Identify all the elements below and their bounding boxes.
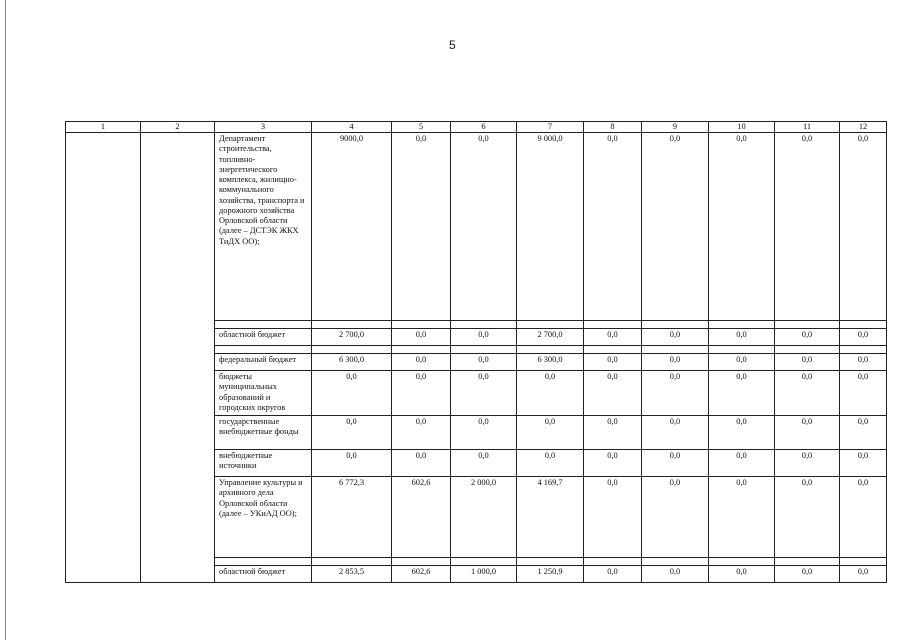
value-cell: 4 169,7	[517, 477, 584, 558]
header-row	[66, 122, 887, 133]
gap-cell	[709, 558, 775, 566]
page-number: 5	[449, 38, 456, 52]
row-label: Департамент строительства, топливно-энергетического комплекса, жилищно-коммунального хозяйства, транспорта и дорожного хозяйства Орловской области (далее – ДСТЭК ЖКХ ТиДХ ОО);	[215, 133, 312, 321]
value-cell: 0,0	[584, 566, 642, 583]
value-cell: 0,0	[392, 354, 451, 371]
gap-cell	[709, 321, 775, 329]
row-label: внебюджетные источники	[215, 450, 312, 477]
value-cell: 9 000,0	[517, 133, 584, 321]
value-cell: 9000,0	[312, 133, 392, 321]
value-cell: 2 853,5	[312, 566, 392, 583]
column-header: 5	[392, 122, 451, 133]
value-cell: 0,0	[584, 477, 642, 558]
gap-cell	[642, 321, 709, 329]
value-cell: 0,0	[840, 416, 887, 450]
gap-cell	[840, 558, 887, 566]
column-header: 2	[141, 122, 215, 133]
value-cell: 0,0	[312, 371, 392, 416]
gap-cell	[451, 321, 517, 329]
value-cell: 0,0	[775, 354, 840, 371]
value-cell: 0,0	[642, 416, 709, 450]
value-cell: 0,0	[451, 371, 517, 416]
value-cell: 0,0	[775, 371, 840, 416]
value-cell: 0,0	[312, 416, 392, 450]
value-cell: 0,0	[775, 477, 840, 558]
value-cell: 0,0	[392, 450, 451, 477]
value-cell: 0,0	[451, 329, 517, 346]
value-cell: 0,0	[517, 371, 584, 416]
value-cell: 0,0	[642, 450, 709, 477]
value-cell: 0,0	[584, 133, 642, 321]
row-label: государственные внебюджетные фонды	[215, 416, 312, 450]
value-cell: 0,0	[451, 416, 517, 450]
column-header: 1	[66, 122, 141, 133]
value-cell: 0,0	[709, 477, 775, 558]
gap-cell	[451, 558, 517, 566]
value-cell: 0,0	[517, 450, 584, 477]
table-row	[66, 133, 887, 321]
gap-cell	[392, 321, 451, 329]
value-cell: 0,0	[775, 133, 840, 321]
value-cell: 6 772,3	[312, 477, 392, 558]
value-cell: 0,0	[392, 329, 451, 346]
value-cell: 0,0	[584, 450, 642, 477]
value-cell: 0,0	[709, 371, 775, 416]
value-cell: 2 700,0	[312, 329, 392, 346]
budget-table	[65, 121, 887, 583]
column-header: 6	[451, 122, 517, 133]
column-header: 10	[709, 122, 775, 133]
gap-cell	[392, 346, 451, 354]
row-label: областной бюджет	[215, 329, 312, 346]
value-cell: 0,0	[642, 566, 709, 583]
value-cell: 1 000,0	[451, 566, 517, 583]
gap-cell	[775, 558, 840, 566]
value-cell: 0,0	[584, 371, 642, 416]
empty-cell	[141, 133, 215, 583]
value-cell: 0,0	[392, 416, 451, 450]
column-header: 3	[215, 122, 312, 133]
value-cell: 0,0	[840, 371, 887, 416]
gap-cell	[584, 346, 642, 354]
gap-cell	[584, 558, 642, 566]
value-cell: 0,0	[392, 371, 451, 416]
row-label: Управление культуры и архивного дела Орловской области (далее – УКиАД ОО);	[215, 477, 312, 558]
empty-cell	[66, 133, 141, 583]
gap-cell	[840, 321, 887, 329]
value-cell: 0,0	[775, 416, 840, 450]
column-header: 7	[517, 122, 584, 133]
value-cell: 0,0	[584, 354, 642, 371]
value-cell: 0,0	[775, 450, 840, 477]
value-cell: 6 300,0	[312, 354, 392, 371]
value-cell: 1 250,9	[517, 566, 584, 583]
value-cell: 0,0	[840, 477, 887, 558]
value-cell: 0,0	[517, 416, 584, 450]
value-cell: 0,0	[840, 354, 887, 371]
gap-cell	[775, 346, 840, 354]
value-cell: 0,0	[709, 450, 775, 477]
value-cell: 0,0	[642, 329, 709, 346]
value-cell: 0,0	[709, 416, 775, 450]
gap-cell	[392, 558, 451, 566]
value-cell: 0,0	[642, 354, 709, 371]
value-cell: 0,0	[709, 354, 775, 371]
gap-cell	[642, 558, 709, 566]
column-header: 8	[584, 122, 642, 133]
value-cell: 0,0	[840, 450, 887, 477]
value-cell: 0,0	[840, 566, 887, 583]
value-cell: 0,0	[642, 477, 709, 558]
gap-cell	[312, 346, 392, 354]
value-cell: 0,0	[840, 133, 887, 321]
value-cell: 0,0	[642, 371, 709, 416]
value-cell: 0,0	[584, 329, 642, 346]
column-header: 12	[840, 122, 887, 133]
value-cell: 0,0	[840, 329, 887, 346]
gap-cell	[215, 558, 312, 566]
value-cell: 0,0	[775, 566, 840, 583]
value-cell: 0,0	[312, 450, 392, 477]
gap-cell	[775, 321, 840, 329]
gap-cell	[517, 321, 584, 329]
gap-cell	[840, 346, 887, 354]
column-header: 9	[642, 122, 709, 133]
row-label: федеральный бюджет	[215, 354, 312, 371]
value-cell: 0,0	[775, 329, 840, 346]
value-cell: 602,6	[392, 477, 451, 558]
value-cell: 0,0	[451, 450, 517, 477]
value-cell: 6 300,0	[517, 354, 584, 371]
value-cell: 0,0	[451, 354, 517, 371]
value-cell: 0,0	[709, 329, 775, 346]
value-cell: 2 700,0	[517, 329, 584, 346]
gap-cell	[215, 346, 312, 354]
gap-cell	[642, 346, 709, 354]
value-cell: 0,0	[642, 133, 709, 321]
value-cell: 602,6	[392, 566, 451, 583]
value-cell: 0,0	[392, 133, 451, 321]
gap-cell	[584, 321, 642, 329]
page-edge-line	[5, 0, 6, 640]
value-cell: 0,0	[709, 566, 775, 583]
value-cell: 0,0	[451, 133, 517, 321]
column-header: 4	[312, 122, 392, 133]
value-cell: 0,0	[584, 416, 642, 450]
row-label: областной бюджет	[215, 566, 312, 583]
value-cell: 0,0	[709, 133, 775, 321]
gap-cell	[451, 346, 517, 354]
gap-cell	[312, 321, 392, 329]
gap-cell	[517, 346, 584, 354]
value-cell: 2 000,0	[451, 477, 517, 558]
column-header: 11	[775, 122, 840, 133]
gap-cell	[215, 321, 312, 329]
gap-cell	[312, 558, 392, 566]
gap-cell	[517, 558, 584, 566]
row-label: бюджеты муниципальных образований и городских округов	[215, 371, 312, 416]
gap-cell	[709, 346, 775, 354]
